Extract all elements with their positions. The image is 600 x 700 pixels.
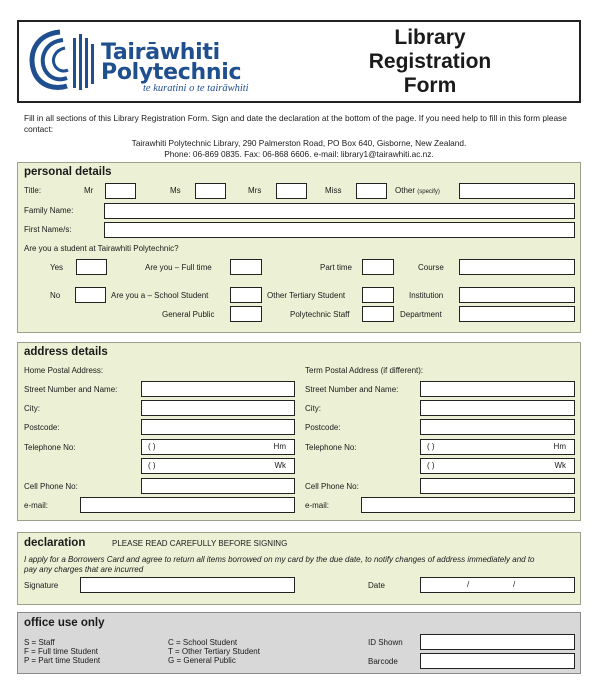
personal-details-heading: personal details	[24, 166, 112, 178]
home-postcode-label: Postcode:	[24, 423, 60, 432]
intro-instructions: Fill in all sections of this Library Registration Form. Sign and date the declaration at the bottom of the page. If you need help to fill in this form please contact:	[24, 113, 567, 134]
polytechnic-staff-checkbox[interactable]	[362, 306, 394, 322]
code-general-public: G = General Public	[168, 656, 236, 665]
term-telephone-label: Telephone No:	[305, 443, 357, 452]
home-street-label: Street Number and Name:	[24, 385, 118, 394]
area-code-parens: ( )	[148, 442, 156, 451]
full-time-checkbox[interactable]	[230, 259, 262, 275]
first-names-label: First Name/s:	[24, 225, 72, 234]
term-city-label: City:	[305, 404, 321, 413]
title-other-text: Other	[395, 186, 416, 195]
first-names-input[interactable]	[104, 222, 575, 238]
home-street-input[interactable]	[141, 381, 295, 397]
part-time-label: Part time	[320, 263, 353, 272]
logo-name-line1: Tairāwhiti	[101, 40, 220, 65]
home-city-label: City:	[24, 404, 40, 413]
department-input[interactable]	[459, 306, 575, 322]
term-telephone-hm-input[interactable]	[420, 439, 575, 455]
date-input[interactable]	[420, 577, 575, 593]
home-postal-label: Home Postal Address:	[24, 366, 104, 375]
term-cell-label: Cell Phone No:	[305, 482, 359, 491]
student-yes-checkbox[interactable]	[76, 259, 107, 275]
term-street-label: Street Number and Name:	[305, 385, 399, 394]
polytechnic-staff-label: Polytechnic Staff	[290, 310, 350, 319]
title-other-specify: (specify)	[417, 189, 440, 195]
student-no-label: No	[50, 291, 61, 300]
date-label: Date	[368, 581, 385, 590]
signature-label: Signature	[24, 581, 59, 590]
home-postcode-input[interactable]	[141, 419, 295, 435]
title-other-label	[395, 186, 440, 197]
wk-suffix: Wk	[554, 461, 566, 470]
title-miss-label: Miss	[325, 186, 342, 195]
code-other-tertiary: T = Other Tertiary Student	[168, 647, 260, 656]
course-label: Course	[418, 263, 444, 272]
title-mr-label: Mr	[84, 186, 94, 195]
signature-input[interactable]	[80, 577, 295, 593]
declaration-text: I apply for a Borrowers Card and agree to return all items borrowed on my card by the due date, to notify changes of address immediately and to pay any charges that are incurred	[24, 555, 535, 574]
institution-label: Institution	[409, 291, 444, 300]
family-name-label: Family Name:	[24, 206, 74, 215]
code-part-time: P = Part time Student	[24, 656, 101, 665]
home-email-input[interactable]	[80, 497, 295, 513]
other-tertiary-checkbox[interactable]	[362, 287, 394, 303]
id-shown-label: ID Shown	[368, 638, 403, 647]
home-email-label: e-mail:	[24, 501, 49, 510]
declaration-heading: declaration	[24, 537, 86, 549]
code-school-student: C = School Student	[168, 638, 238, 647]
wk-suffix: Wk	[274, 461, 286, 470]
date-separator: /	[513, 580, 516, 589]
full-time-label: Are you – Full time	[145, 263, 212, 272]
term-email-label: e-mail:	[305, 501, 330, 510]
home-city-input[interactable]	[141, 400, 295, 416]
hm-suffix: Hm	[273, 442, 286, 451]
term-street-input[interactable]	[420, 381, 575, 397]
title-mr-checkbox[interactable]	[105, 183, 136, 199]
department-label: Department	[400, 310, 442, 319]
form-title	[300, 26, 560, 98]
form-title-line3: Form	[403, 74, 457, 97]
title-mrs-checkbox[interactable]	[276, 183, 307, 199]
family-name-input[interactable]	[104, 203, 575, 219]
student-question: Are you a student at Tairawhiti Polytechnic?	[24, 244, 179, 253]
institution-input[interactable]	[459, 287, 575, 303]
home-cell-label: Cell Phone No:	[24, 482, 78, 491]
declaration-subtitle: PLEASE READ CAREFULLY BEFORE SIGNING	[112, 539, 288, 548]
contact-line2: Phone: 06-869 0835. Fax: 06-868 6606. e-mail: library1@tairawhiti.ac.nz.	[164, 148, 434, 159]
home-telephone-label: Telephone No:	[24, 443, 76, 452]
contact-line1: Tairawhiti Polytechnic Library, 290 Palmerston Road, PO Box 640, Gisborne, New Zealand.	[131, 138, 467, 148]
other-tertiary-label: Other Tertiary Student	[267, 291, 346, 300]
home-telephone-wk-input[interactable]	[141, 458, 295, 474]
address-details-heading: address details	[24, 346, 108, 358]
title-miss-checkbox[interactable]	[356, 183, 387, 199]
polytechnic-logo	[19, 22, 249, 100]
term-postcode-label: Postcode:	[305, 423, 341, 432]
code-staff: S = Staff	[24, 638, 55, 647]
school-student-label: Are you a – School Student	[111, 291, 209, 300]
barcode-input[interactable]	[420, 653, 575, 669]
title-ms-label: Ms	[170, 186, 181, 195]
student-yes-label: Yes	[50, 263, 64, 272]
student-no-checkbox[interactable]	[75, 287, 106, 303]
hm-suffix: Hm	[553, 442, 566, 451]
term-postcode-input[interactable]	[420, 419, 575, 435]
term-email-input[interactable]	[361, 497, 575, 513]
title-mrs-label: Mrs	[248, 186, 262, 195]
contact-info	[24, 138, 574, 159]
term-telephone-wk-input[interactable]	[420, 458, 575, 474]
home-cell-input[interactable]	[141, 478, 295, 494]
barcode-label: Barcode	[368, 657, 398, 666]
part-time-checkbox[interactable]	[362, 259, 394, 275]
course-input[interactable]	[459, 259, 575, 275]
title-other-input[interactable]	[459, 183, 575, 199]
logo-tagline: te kuratini o te tairāwhiti	[143, 83, 249, 94]
id-shown-input[interactable]	[420, 634, 575, 650]
area-code-parens: ( )	[427, 442, 435, 451]
term-postal-label: Term Postal Address (if different):	[305, 366, 424, 375]
term-city-input[interactable]	[420, 400, 575, 416]
office-use-heading: office use only	[24, 617, 105, 629]
school-student-checkbox[interactable]	[230, 287, 262, 303]
form-title-line2: Registration	[368, 50, 492, 73]
general-public-checkbox[interactable]	[230, 306, 262, 322]
title-ms-checkbox[interactable]	[195, 183, 226, 199]
term-cell-input[interactable]	[420, 478, 575, 494]
title-label: Title:	[24, 186, 42, 195]
form-title-line1: Library	[394, 26, 466, 49]
area-code-parens: ( )	[148, 461, 156, 470]
logo-name-line2: Polytechnic	[101, 60, 242, 85]
home-telephone-hm-input[interactable]	[141, 439, 295, 455]
date-separator: /	[467, 580, 470, 589]
general-public-label: General Public	[162, 310, 215, 319]
code-full-time: F = Full time Student	[24, 647, 99, 656]
koru-emblem-icon	[23, 28, 97, 94]
area-code-parens: ( )	[427, 461, 435, 470]
